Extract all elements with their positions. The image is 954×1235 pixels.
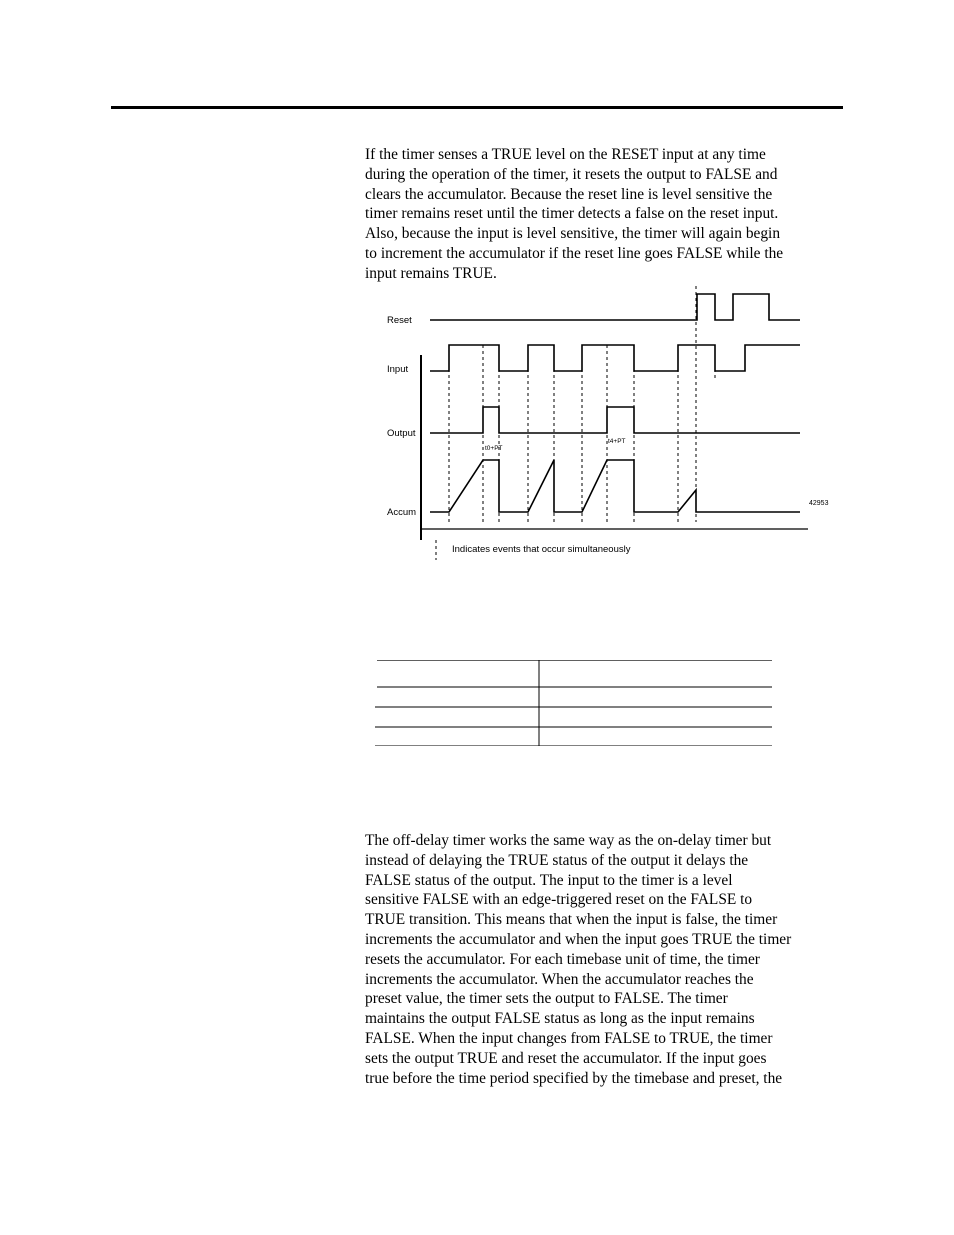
text-line: preset value, the timer sets the output to FALSE. The timer [365, 990, 728, 1008]
off-delay-paragraph [365, 831, 791, 1088]
text-line: to increment the accumulator if the reset line goes FALSE while the [365, 244, 784, 262]
table-header-row [375, 660, 772, 687]
text-line: resets the accumulator. For each timebase unit of time, the timer [365, 950, 760, 968]
input-label: Input [387, 364, 409, 375]
text-line: timer remains reset until the timer detects a false on the reset input. [365, 205, 779, 223]
t0-pt-annotation: t0+PT [485, 445, 503, 452]
text-line: FALSE status of the output. The input to the timer is a level [365, 871, 733, 889]
text-line: sets the output TRUE and reset the accumulator. If the input goes [365, 1049, 767, 1067]
reset-trace [430, 294, 800, 320]
text-line: instead of delaying the TRUE status of the output it delays the [365, 851, 749, 869]
text-line: clears the accumulator. Because the reset line is level sensitive the [365, 185, 773, 203]
text-line: increments the accumulator and when the input goes TRUE the timer [365, 930, 792, 948]
signal-traces [430, 294, 800, 512]
text-line: true before the time period specified by the timebase and preset, the [365, 1069, 783, 1087]
data-table [375, 660, 772, 746]
text-line: The off-delay timer works the same way as the on-delay timer but [365, 832, 772, 849]
output-trace [430, 407, 800, 433]
timing-diagram [380, 283, 830, 563]
text-line: Also, because the input is level sensitive, the timer will again begin [365, 225, 781, 243]
text-line: If the timer senses a TRUE level on the RESET input at any time [365, 146, 766, 163]
figure-number: 42953 [809, 500, 829, 507]
reset-paragraph [365, 145, 783, 284]
header-rule [111, 106, 843, 109]
text-line: TRUE transition. This means that when the input is false, the timer [365, 911, 778, 929]
t4-pt-annotation: t4+PT [608, 438, 626, 445]
reset-label: Reset [387, 315, 412, 326]
input-trace [430, 345, 800, 371]
text-line: FALSE. When the input changes from FALSE to TRUE, the timer [365, 1029, 773, 1047]
accum-trace [430, 460, 800, 512]
text-line: increments the accumulator. When the accumulator reaches the [365, 970, 754, 988]
output-label: Output [387, 428, 416, 439]
legend-text: Indicates events that occur simultaneously [452, 544, 631, 555]
text-line: input remains TRUE. [365, 264, 497, 282]
text-line: maintains the output FALSE status as long as the input remains [365, 1010, 755, 1028]
text-line: during the operation of the timer, it resets the output to FALSE and [365, 165, 778, 183]
text-line: sensitive FALSE with an edge-triggered reset on the FALSE to [365, 891, 753, 909]
accum-label: Accum [387, 507, 417, 518]
event-markers [449, 286, 715, 522]
